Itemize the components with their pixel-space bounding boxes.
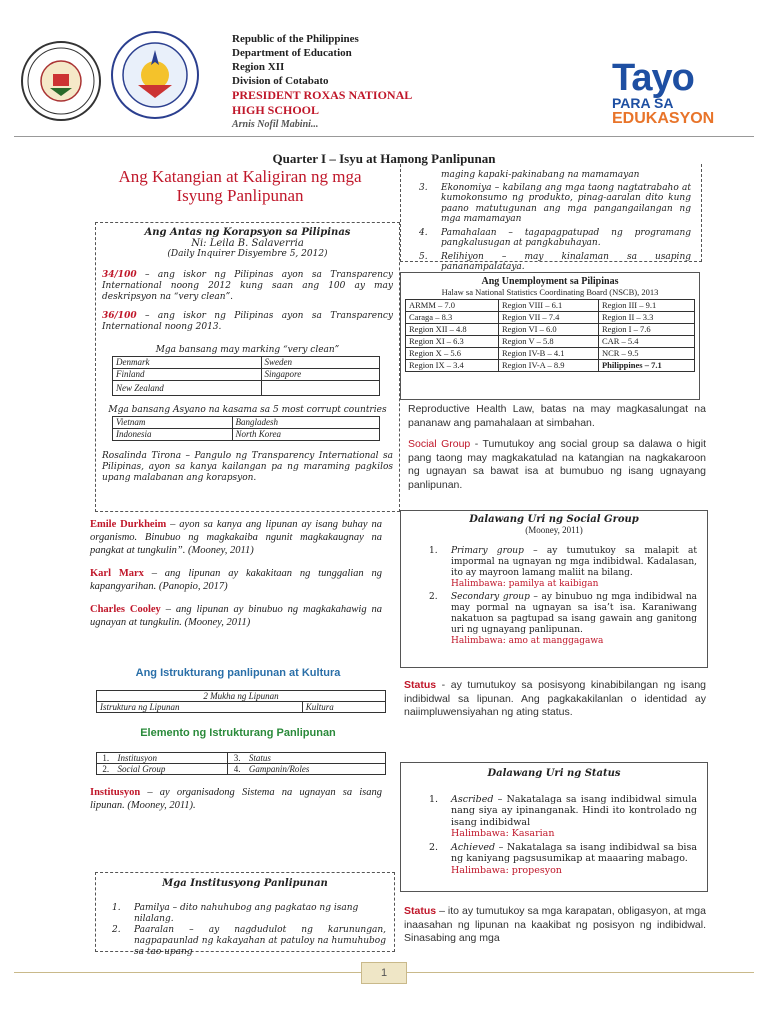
table-cell: ARMM – 7.0 — [406, 300, 499, 312]
table-cell: Region IV-B – 4.1 — [498, 348, 598, 360]
header-line: Division of Cotabato — [232, 75, 329, 87]
rh-law-text: Reproductive Health Law, batas na may magkasalungat na pananaw ang pamahalaan at simbahan. — [408, 403, 706, 429]
cooley-name: Charles Cooley — [90, 604, 161, 615]
table-cell: North Korea — [232, 429, 379, 441]
table-cell: Finland — [113, 369, 262, 381]
page-number-text: 1 — [380, 967, 388, 979]
example: Halimbawa: propesyon — [451, 864, 562, 876]
table-cell: Region VI – 6.0 — [498, 324, 598, 336]
header-line: Region XII — [232, 61, 285, 73]
tayo-logo — [612, 57, 762, 130]
unemployment-box — [400, 272, 700, 400]
table-cell: Region IV-A – 8.9 — [498, 360, 598, 372]
table-cell: Gampanin/Roles — [246, 764, 386, 775]
table-cell: Sweden — [261, 357, 379, 369]
score-2012: 34/100 — [102, 270, 137, 280]
example: Halimbawa: Kasarian — [451, 828, 555, 839]
durkheim-name: Emile Durkheim — [90, 519, 167, 530]
status-box-title: Dalawang Uri ng Status — [487, 768, 621, 779]
social-group-text: - Tumutukoy ang social group sa dalawa o higit pang taong may magkakatulad na katangian na nagkakaroon ng ugnayan sa bawat isa at bumubuo ng isang ugnayang panlipunan. — [408, 438, 706, 491]
cooley-text: – ang lipunan ay binubuo ng magkakahawig na ugnayan at tungkulin. (Mooney, 2011) — [90, 604, 382, 628]
list-item: 2. Achieved – Nakatalaga sa isang indibidwal sa bisa ng kaniyang pagsusumikap at maaaring mabago. Halimbawa: propesyon — [429, 841, 697, 876]
table-cell: 3. — [228, 753, 246, 764]
corrupt-caption: Mga bansang Asyano na kasama sa 5 most corrupt countries — [108, 405, 387, 415]
table-cell: Social Group — [115, 764, 228, 775]
very-clean-table — [112, 356, 380, 396]
table-cell: Region VII – 7.4 — [498, 312, 598, 324]
sg-box-source: (Mooney, 2011) — [525, 525, 583, 535]
status-rights-text: – ito ay tumutukoy sa mga karapatan, obligasyon, at mga inaasahan ng lipunan na kaakibat ng posisyon ng indibidwal. Sinasabing ang mga — [404, 905, 706, 944]
table-cell: Region XII – 4.8 — [406, 324, 499, 336]
table-cell: Philippines – 7.1 — [598, 360, 694, 372]
quarter-title: Quarter I – Isyu at Hamong Panlipunan — [272, 151, 496, 166]
score-2013: 36/100 — [102, 311, 137, 321]
table-cell: Region III – 9.1 — [598, 300, 694, 312]
table-cell: NCR – 9.5 — [598, 348, 694, 360]
status-name: Status — [404, 905, 437, 917]
school-name: PRESIDENT ROXAS NATIONAL HIGH SCHOOL — [232, 88, 412, 117]
table-cell: Indonesia — [113, 429, 233, 441]
brand-edukasyon: EDUKASYON — [612, 110, 715, 127]
header-cut-line: Arnis Nofil Mabini... — [232, 119, 319, 130]
header-divider — [14, 136, 754, 137]
marx-entry — [90, 567, 382, 593]
elemento-table — [96, 752, 386, 775]
table-cell: New Zealand — [113, 381, 262, 396]
brand-para-sa: PARA SA — [612, 95, 674, 111]
mukha-header: 2 Mukha ng Lipunan — [97, 691, 386, 702]
status-box — [400, 762, 708, 892]
social-group-entry — [408, 438, 706, 492]
example: Halimbawa: amo at manggagawa — [451, 636, 604, 646]
score-2013-text: – ang iskor ng Pilipinas ayon sa Transparency International noong 2013. — [102, 311, 393, 332]
list-item: 2. Secondary group – ay binubuo ng mga indibidwal na may pormal na ugnayan sa isa’t isa. Karaniwang nakatuon sa pagtupad sa isang gawain ang ganitong uri ng ugnayang panlipunan. Halimbawa: amo at manggagawa — [429, 592, 697, 646]
table-cell: Region VIII – 6.1 — [498, 300, 598, 312]
mga-institusyon-box — [95, 872, 395, 957]
continued-line: maging kapaki-pakinabang na mamamayan — [441, 170, 640, 180]
corruption-source: (Daily Inquirer Disyembre 5, 2012) — [167, 249, 328, 259]
list-item: 1. Ascribed – Nakatalaga sa isang indibidwal simula nang siya ay ipinanganak. Hindi ito kontrolado ng isang indibidwal Halimbawa: Kasarian — [429, 793, 697, 839]
list-item: 1. Pamilya – dito nahuhubog ang pagkatao ng isang nilalang. — [112, 903, 359, 924]
institusyon-entry — [90, 786, 382, 812]
unemployment-title: Ang Unemployment sa Pilipinas — [481, 276, 619, 287]
table-cell: Status — [246, 753, 386, 764]
list-item: 4. Pamahalaan – tagapagpatupad ng programang pangkalusugan at pangkabuhayan. — [419, 227, 691, 248]
table-cell: Region IX – 3.4 — [406, 360, 499, 372]
table-cell: Region X – 5.6 — [406, 348, 499, 360]
table-cell: 4. — [228, 764, 246, 775]
tirona-quote: Rosalinda Tirona – Pangulo ng Transparency International sa Pilipinas, ayon sa kanya kailangan pa ng maraming pagkilos upang malabanan ang korapsyon. — [102, 451, 393, 483]
corruption-title: Ang Antas ng Korapsyon sa Pilipinas — [144, 227, 351, 238]
main-title: Ang Katangian at Kaligiran ng mga Isyung Panlipunan — [118, 167, 362, 205]
corruption-box — [95, 222, 400, 512]
durkheim-text: – ayon sa kanya ang lipunan ay isang buhay na organismo. Binubuo ng magkakaiba ngunit magkakaugnay na pangkat at tungkulin”. (Mooney, 2011) — [90, 519, 382, 556]
status-text: - ay tumutukoy sa posisyong kinabibilangan ng isang indibidwal sa lipunan. Ang pagkakakilanlan o identidad ay naiimpluwensiyahan ng ating status. — [404, 679, 706, 718]
table-cell: 2. — [97, 764, 115, 775]
social-group-box — [400, 510, 708, 668]
table-cell: Region II – 3.3 — [598, 312, 694, 324]
table-cell: Region I – 7.6 — [598, 324, 694, 336]
institusyon-name: Institusyon — [90, 787, 141, 798]
table-cell: Institusyon — [115, 753, 228, 764]
table-cell: Caraga – 8.3 — [406, 312, 499, 324]
page-number — [361, 962, 407, 984]
marx-name: Karl Marx — [90, 568, 144, 579]
table-cell: Denmark — [113, 357, 262, 369]
score-2012-text: – ang iskor ng Pilipinas ayon sa Transparency International noong 2012 kung saan ang 100 ay may deskripsyon na “very clean”. — [102, 270, 393, 302]
list-item: 2. Paaralan – ay nagdudulot ng karunungan, nagpapaunlad ng kakayahan at patuloy na humuhubog sa tao upang — [112, 925, 386, 957]
brand-tayo: Tayo — [612, 57, 694, 99]
institusyon-continued-box — [400, 164, 702, 272]
durkheim-entry — [90, 518, 382, 557]
table-cell: Istruktura ng Lipunan — [97, 702, 303, 713]
struct-title: Ang Istrukturang panlipunan at Kultura — [135, 667, 341, 679]
elemento-title: Elemento ng Istrukturang Panlipunan — [140, 727, 336, 739]
table-cell: Kultura — [302, 702, 385, 713]
very-clean-caption: Mga bansang may marking “very clean” — [155, 345, 340, 355]
example: Halimbawa: pamilya at kaibigan — [451, 579, 599, 589]
list-item: 1. Primary group – ay tumutukoy sa malapit at impormal na ugnayan ng mga indibidwal. Kadalasan, ito ay mayroon lamang maliit na bilang. Halimbawa: pamilya at kaibigan — [429, 546, 697, 589]
status-rights-entry — [404, 905, 706, 945]
institusyon-text: – ay organisadong Sistema na ugnayan sa isang lipunan. (Mooney, 2011). — [90, 787, 382, 811]
header-line: Department of Education — [232, 47, 352, 59]
table-cell: Vietnam — [113, 417, 233, 429]
header-line: Republic of the Philippines — [232, 33, 359, 45]
school-seal — [20, 40, 102, 122]
corruption-author: Ni: Leila B. Salaverria — [191, 238, 304, 249]
table-cell: Region XI – 6.3 — [406, 336, 499, 348]
table-cell: Region V – 5.8 — [498, 336, 598, 348]
deped-seal — [110, 30, 200, 120]
social-group-name: Social Group — [408, 438, 471, 450]
table-cell: Bangladesh — [232, 417, 379, 429]
table-cell: Singapore — [261, 369, 379, 381]
table-cell: CAR – 5.4 — [598, 336, 694, 348]
table-cell — [261, 381, 379, 396]
unemployment-table — [405, 299, 695, 372]
mga-institusyon-title: Mga Institusyong Panlipunan — [162, 878, 328, 889]
cooley-entry — [90, 603, 382, 629]
unemployment-subtitle: Halaw sa National Statistics Coordinating Board (NSCB), 2013 — [441, 287, 659, 297]
status-entry — [404, 679, 706, 720]
status-name: Status — [404, 679, 437, 691]
sg-box-title: Dalawang Uri ng Social Group — [469, 514, 639, 525]
table-cell: 1. — [97, 753, 115, 764]
mukha-table — [96, 690, 386, 713]
list-item: 5. Relihiyon – may kinalaman sa usaping pananampalataya. — [419, 251, 691, 272]
marx-text: – ang lipunan ay kakakitaan ng tunggalian ng kapangyarihan. (Panopio, 2017) — [90, 568, 382, 592]
list-item: 3. Ekonomiya – kabilang ang mga taong nagtatrabaho at kumokonsumo ng produkto, pinag-aaralan dito kung paano matutugunan ang mga pangangailangan ng mga mamamayan — [419, 182, 691, 224]
corrupt-table — [112, 416, 380, 441]
